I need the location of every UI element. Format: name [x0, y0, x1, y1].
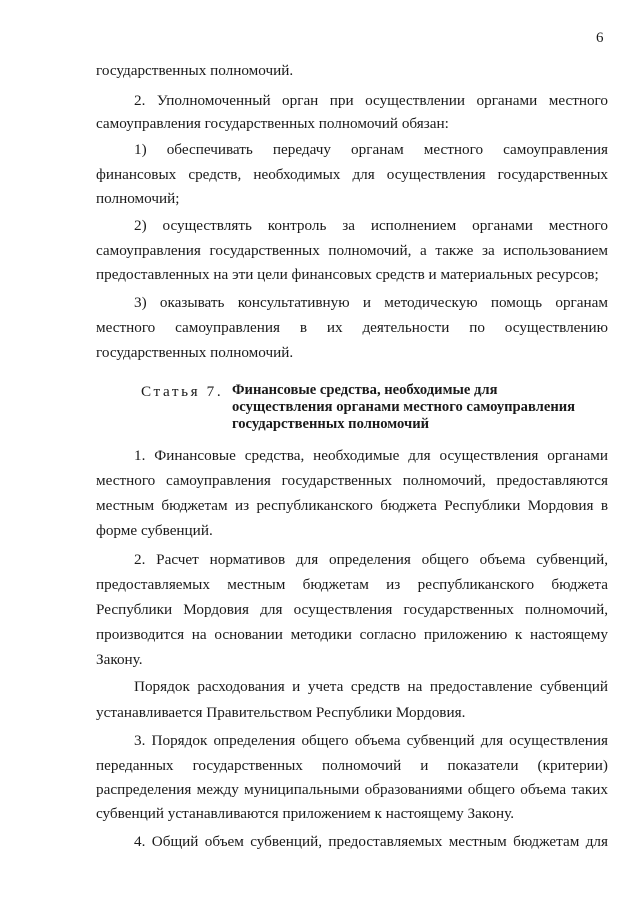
text-line: местного самоуправления в их деятельности по осуществлению — [96, 319, 608, 336]
text-line: переданных государственных полномочий и показатели (критерии) — [96, 757, 608, 774]
text-line: 3) оказывать консультативную и методическую помощь органам — [134, 294, 608, 311]
text-line: Республики Мордовия для осуществления государственных полномочий, — [96, 601, 608, 618]
text-line: самоуправления государственных полномочий, а также за использованием — [96, 242, 608, 259]
text-line: 2) осуществлять контроль за исполнением органами местного — [134, 217, 608, 234]
article-label-text: Статья 7. — [141, 383, 224, 400]
text-line: государственных полномочий. — [96, 62, 294, 79]
page-number: 6 — [596, 30, 604, 46]
text-line: устанавливается Правительством Республики Мордовия. — [96, 704, 466, 721]
text-line: полномочий; — [96, 190, 180, 207]
text-line: финансовых средств, необходимых для осуществления государственных — [96, 166, 608, 183]
text-line: местного самоуправления государственных полномочий, предоставляются — [96, 472, 608, 489]
text-line: государственных полномочий. — [96, 344, 294, 361]
text-line: Закону. — [96, 651, 143, 668]
text-line: самоуправления государственных полномочий обязан: — [96, 115, 449, 132]
text-line: местным бюджетам из республиканского бюджета Республики Мордовия в — [96, 497, 608, 514]
text-line: форме субвенций. — [96, 522, 213, 539]
text-line: предоставленных на эти цели финансовых средств и материальных ресурсов; — [96, 266, 599, 283]
text-line: 2. Расчет нормативов для определения общего объема субвенций, — [134, 551, 608, 568]
text-line: 4. Общий объем субвенций, предоставляемых местным бюджетам для — [134, 833, 608, 850]
article-label — [141, 383, 223, 401]
article-title-line: Финансовые средства, необходимые для — [232, 382, 498, 398]
text-line: 1) обеспечивать передачу органам местного самоуправления — [134, 141, 608, 158]
text-line: производится на основании методики согласно приложению к настоящему — [96, 626, 608, 643]
text-line: Порядок расходования и учета средств на предоставление субвенций — [134, 678, 608, 695]
text-line: предоставляемых местным бюджетам из республиканского бюджета — [96, 576, 608, 593]
article-title-line: государственных полномочий — [232, 416, 430, 432]
text-line: 1. Финансовые средства, необходимые для осуществления органами — [134, 447, 608, 464]
text-line: 3. Порядок определения общего объема субвенций для осуществления — [134, 732, 608, 749]
text-line: распределения между муниципальными образованиями общего объема таких — [96, 781, 608, 798]
article-title-line: осуществления органами местного самоуправления — [232, 399, 576, 415]
text-line: субвенций устанавливаются приложением к настоящему Закону. — [96, 805, 515, 822]
text-line: 2. Уполномоченный орган при осуществлении органами местного — [134, 92, 608, 109]
